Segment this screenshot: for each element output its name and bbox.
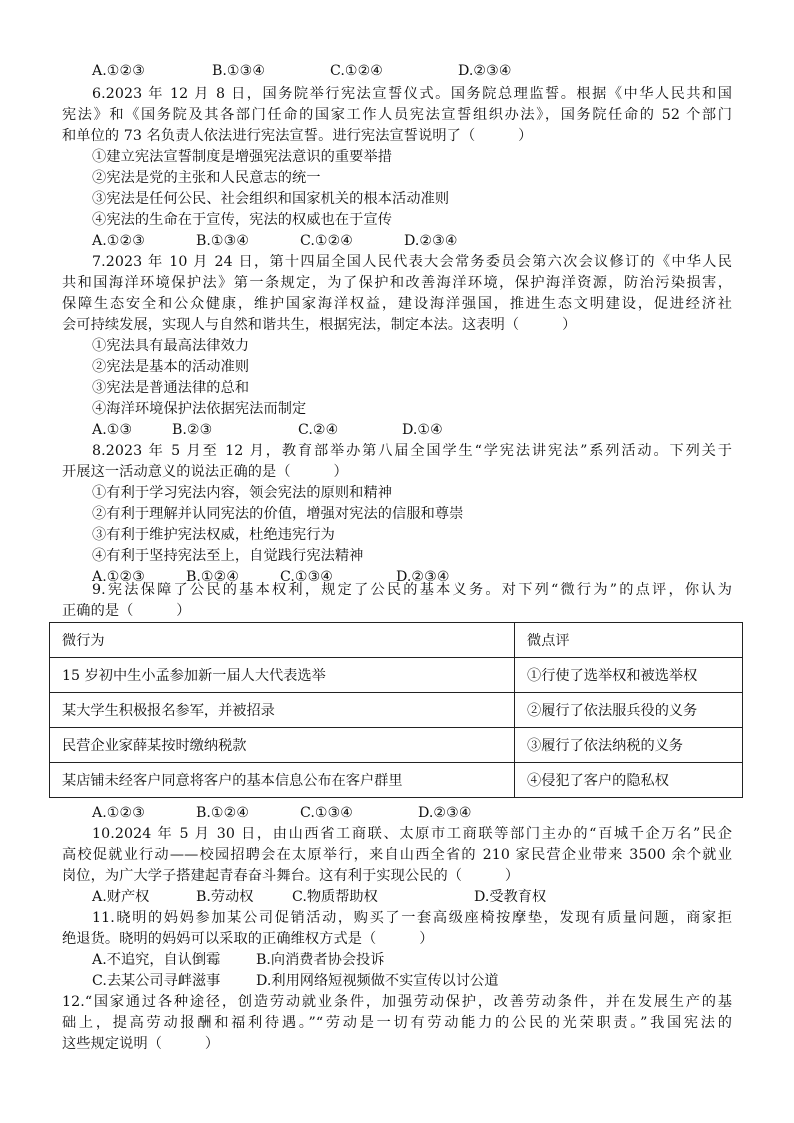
table-cell: 某店铺未经客户同意将客户的基本信息公布在客户群里 — [50, 763, 515, 798]
q8-option-b: B.①②④ — [186, 569, 240, 585]
q6-stem-line: 宪法》和《国务院及其各部门任命的国家工作人员宪法宣誓组织办法》，国务院任命的 52 个部门 — [62, 107, 732, 123]
q5-option-a: A.①②③ — [92, 63, 145, 79]
table-cell: 15 岁初中生小孟参加新一届人大代表选举 — [50, 658, 515, 693]
q8-item: ③有利于维护宪法权威，杜绝违宪行为 — [92, 527, 335, 543]
q6-item: ③宪法是任何公民、社会组织和国家机关的根本活动准则 — [92, 191, 450, 207]
q7-stem-line: 保障生态安全和公众健康，维护国家海洋权益，建设海洋强国，推进生态文明建设，促进经济社 — [62, 296, 732, 312]
table-header-row — [50, 623, 743, 658]
q10-stem-line: 10.2024 年 5 月 30 日，由山西省工商联、太原市工商联等部门主办的“百城千企万名”民企 — [92, 826, 732, 842]
table-header-cell: 微点评 — [515, 623, 743, 658]
q11-stem-line: 绝退货。晓明的妈妈可以采取的正确维权方式是（ ） — [62, 931, 434, 947]
table-row — [50, 763, 743, 798]
q9-option-c: C.①③④ — [300, 805, 354, 821]
q5-option-c: C.①②④ — [330, 63, 384, 79]
q10-option-a: A.财产权 — [92, 889, 150, 905]
table-cell: 某大学生积极报名参军，并被招录 — [50, 693, 515, 728]
q8-option-a: A.①②③ — [92, 569, 145, 585]
q7-item: ③宪法是普通法律的总和 — [92, 380, 250, 396]
q7-stem-line: 会可持续发展，实现人与自然和谐共生，根据宪法，制定本法。这表明（ ） — [62, 317, 577, 333]
table-cell: 民营企业家薛某按时缴纳税款 — [50, 728, 515, 763]
q6-stem-line: 和单位的 73 名负责人依法进行宪法宣誓。进行宪法宣誓说明了（ ） — [62, 128, 533, 144]
q12-stem-line: 础上，提高劳动报酬和福利待遇。”“劳动是一切有劳动能力的公民的光荣职责。”我国宪法的 — [62, 1015, 732, 1031]
table-cell: ④侵犯了客户的隐私权 — [515, 763, 743, 798]
q9-option-b: B.①②④ — [196, 805, 250, 821]
q6-option-b: B.①③④ — [196, 233, 250, 249]
q6-option-d: D.②③④ — [404, 233, 458, 249]
q9-option-a: A.①②③ — [92, 805, 145, 821]
q8-item: ②有利于理解并认同宪法的价值，增强对宪法的信服和尊崇 — [92, 506, 464, 522]
q7-item: ④海洋环境保护法依据宪法而制定 — [92, 401, 307, 417]
q9-table — [49, 622, 743, 798]
q10-stem-line: 岗位，为广大学子搭建起青春奋斗舞台。这有利于实现公民的（ ） — [62, 868, 520, 884]
q10-option-d: D.受教育权 — [474, 889, 547, 905]
table-cell: ③履行了依法纳税的义务 — [515, 728, 743, 763]
q8-stem-line: 8.2023 年 5 月至 12 月，教育部举办第八届全国学生“学宪法讲宪法”系列活动。下列关于 — [92, 443, 732, 459]
q11-option-b: B.向消费者协会投诉 — [256, 952, 385, 968]
q9-option-d: D.②③④ — [418, 805, 472, 821]
q11-option-c: C.去某公司寻衅滋事 — [92, 973, 221, 989]
table-header-cell: 微行为 — [50, 623, 515, 658]
q10-option-b: B.劳动权 — [196, 889, 254, 905]
q7-item: ②宪法是基本的活动准则 — [92, 359, 250, 375]
q8-option-d: D.②③④ — [396, 569, 450, 585]
q9-stem-line: 9.宪法保障了公民的基本权利，规定了公民的基本义务。对下列“微行为”的点评，你认为 — [92, 582, 732, 598]
q10-stem-line: 高校促就业行动——校园招聘会在太原举行，来自山西全省的 210 家民营企业带来 3500 余个就业 — [62, 847, 732, 863]
q7-item: ①宪法具有最高法律效力 — [92, 338, 250, 354]
q5-option-d: D.②③④ — [458, 63, 512, 79]
q8-stem-line: 开展这一活动意义的说法正确的是（ ） — [62, 464, 348, 480]
q8-item: ④有利于坚持宪法至上，自觉践行宪法精神 — [92, 548, 364, 564]
q6-option-c: C.①②④ — [300, 233, 354, 249]
q11-option-d: D.利用网络短视频做不实宣传以讨公道 — [256, 973, 499, 989]
q6-item: ②宪法是党的主张和人民意志的统一 — [92, 170, 321, 186]
table-cell: ①行使了选举权和被选举权 — [515, 658, 743, 693]
q5-option-b: B.①③④ — [212, 63, 266, 79]
q12-stem-line: 12.“国家通过各种途径，创造劳动就业条件，加强劳动保护，改善劳动条件，并在发展生产的基 — [62, 994, 732, 1010]
q12-stem-line: 这些规定说明（ ） — [62, 1036, 220, 1052]
q7-option-d: D.①④ — [402, 422, 443, 438]
q7-stem-line: 7.2023 年 10 月 24 日，第十四届全国人民代表大会常务委员会第六次会议修订的《中华人民 — [92, 254, 732, 270]
q6-stem-line: 6.2023 年 12 月 8 日，国务院举行宪法宣誓仪式。国务院总理监誓。根据《中华人民共和国 — [92, 86, 732, 102]
q11-option-a: A.不追究，自认倒霉 — [92, 952, 221, 968]
q7-stem-line: 共和国海洋环境保护法》第一条规定，为了保护和改善海洋环境，保护海洋资源，防治污染损害， — [62, 275, 732, 291]
q6-option-a: A.①②③ — [92, 233, 145, 249]
q11-stem-line: 11.晓明的妈妈参加某公司促销活动，购买了一套高级座椅按摩垫，发现有质量问题，商家拒 — [92, 910, 732, 926]
q7-option-c: C.②④ — [298, 422, 339, 438]
q9-stem-line: 正确的是（ ） — [62, 603, 191, 619]
q8-item: ①有利于学习宪法内容，领会宪法的原则和精神 — [92, 485, 393, 501]
table-row — [50, 728, 743, 763]
q6-item: ④宪法的生命在于宣传，宪法的权威也在于宣传 — [92, 212, 393, 228]
q7-option-a: A.①③ — [92, 422, 133, 438]
q6-item: ①建立宪法宣誓制度是增强宪法意识的重要举措 — [92, 149, 393, 165]
q10-option-c: C.物质帮助权 — [292, 889, 378, 905]
q7-option-b: B.②③ — [172, 422, 213, 438]
table-row — [50, 658, 743, 693]
table-row — [50, 693, 743, 728]
table-cell: ②履行了依法服兵役的义务 — [515, 693, 743, 728]
q8-option-c: C.①③④ — [280, 569, 334, 585]
